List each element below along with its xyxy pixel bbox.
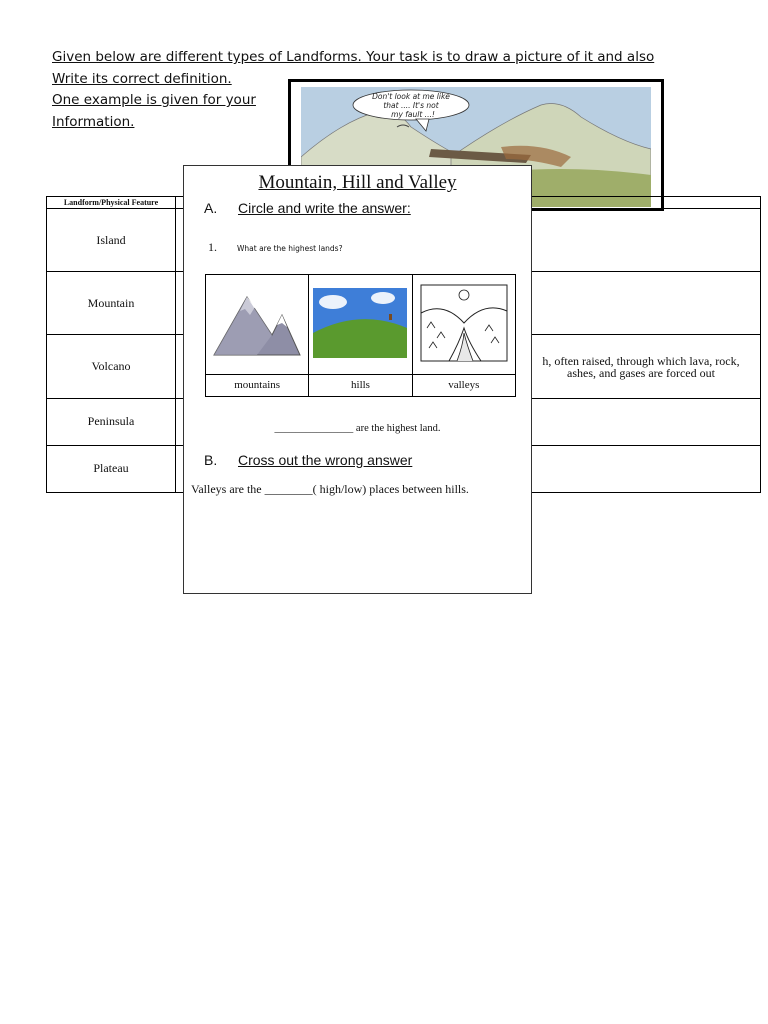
valleys-sentence: Valleys are the ________( high/low) places between hills. [191, 482, 469, 496]
section-b [204, 452, 412, 468]
instruction-line-4: Information. [52, 113, 135, 130]
picture-row [206, 275, 516, 375]
instruction-line-3: One example is given for your [52, 92, 256, 108]
picture-label: hills [309, 374, 412, 396]
bubble-line-3: my fault ...! [391, 110, 435, 119]
valleys-picture-icon [419, 283, 509, 363]
landform-name: Volcano [47, 335, 176, 398]
question-number: 1. [208, 240, 217, 254]
section-a-label: A. [204, 200, 218, 216]
section-a [204, 200, 411, 216]
mountains-picture-icon [212, 285, 302, 360]
header-cell: Landform/Physical Feature [47, 197, 176, 209]
hills-picture-icon [313, 288, 407, 358]
landform-definition: h, often raised, through which lava, rock, ashes, and gases are forced out [176, 335, 761, 398]
choice-hills[interactable] [309, 275, 412, 375]
landform-name: Peninsula [47, 398, 176, 445]
picture-label: mountains [206, 374, 309, 396]
picture-label: valleys [412, 374, 515, 396]
answer-line: _______________ are the highest land. [274, 423, 441, 434]
landform-name: Plateau [47, 445, 176, 492]
question-text: What are the highest lands? [237, 244, 343, 253]
worksheet-title: Mountain, Hill and Valley [258, 172, 457, 193]
section-a-text: Circle and write the answer: [238, 200, 411, 216]
instruction-line-1: Given below are different types of Landforms. Your task is to draw a picture of it and also [52, 49, 655, 65]
landform-name: Mountain [47, 272, 176, 335]
section-b-text: Cross out the wrong answer [238, 452, 413, 468]
picture-choices [205, 274, 516, 397]
landform-name: Island [47, 209, 176, 272]
instruction-line-2: Write its correct definition. [52, 70, 232, 87]
worksheet [183, 165, 532, 594]
bubble-line-1: Don't look at me like [372, 92, 450, 101]
question-1 [208, 240, 343, 255]
section-b-label: B. [204, 452, 218, 468]
bubble-line-2: that .... It's not [383, 101, 439, 110]
choice-mountains[interactable] [206, 275, 309, 375]
choice-valleys[interactable] [412, 275, 515, 375]
label-row [206, 374, 516, 396]
